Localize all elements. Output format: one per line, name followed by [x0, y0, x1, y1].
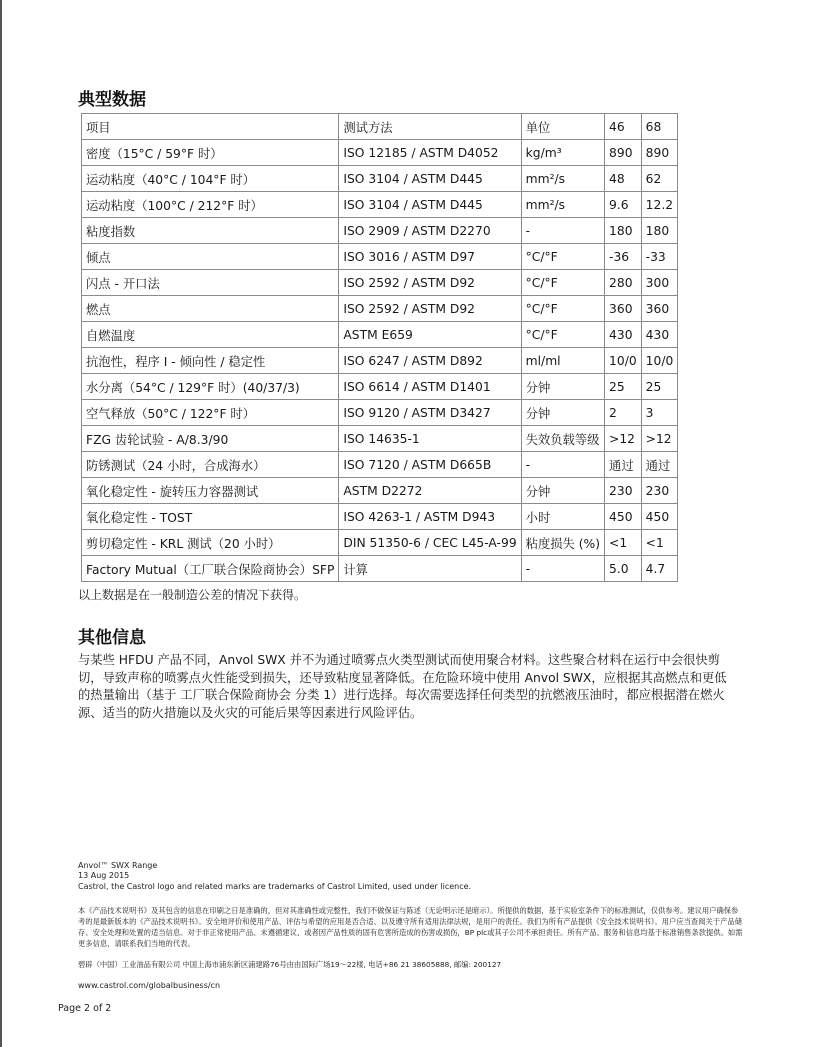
cell-test-method: ISO 6247 / ASTM D892 — [339, 348, 521, 374]
cell-grade-46: -36 — [605, 244, 642, 270]
cell-test-method: ISO 2592 / ASTM D92 — [339, 270, 521, 296]
cell-unit: 分钟 — [521, 400, 604, 426]
table-row — [82, 478, 678, 504]
cell-grade-68: 4.7 — [641, 556, 678, 582]
cell-unit: 分钟 — [521, 374, 604, 400]
cell-grade-46: 180 — [605, 218, 642, 244]
cell-item: 密度（15°C / 59°F 时） — [82, 140, 339, 166]
cell-grade-46: 450 — [605, 504, 642, 530]
typical-data-table — [81, 113, 678, 582]
table-header-row — [82, 114, 678, 140]
cell-unit: 失效负载等级 — [521, 426, 604, 452]
website-url: www.castrol.com/globalbusiness/cn — [78, 981, 221, 990]
cell-test-method: ISO 2909 / ASTM D2270 — [339, 218, 521, 244]
cell-grade-68: 通过 — [641, 452, 678, 478]
table-row — [82, 504, 678, 530]
cell-grade-46: >12 — [605, 426, 642, 452]
table-row — [82, 348, 678, 374]
cell-grade-68: <1 — [641, 530, 678, 556]
cell-grade-46: 25 — [605, 374, 642, 400]
cell-grade-68: 360 — [641, 296, 678, 322]
issue-date: 13 Aug 2015 — [78, 871, 130, 880]
cell-grade-46: 9.6 — [605, 192, 642, 218]
cell-unit: 粘度损失 (%) — [521, 530, 604, 556]
cell-grade-68: 25 — [641, 374, 678, 400]
cell-grade-46: 48 — [605, 166, 642, 192]
table-row — [82, 140, 678, 166]
cell-unit: 小时 — [521, 504, 604, 530]
cell-grade-46: 430 — [605, 322, 642, 348]
cell-grade-68: 300 — [641, 270, 678, 296]
cell-test-method: ISO 3104 / ASTM D445 — [339, 192, 521, 218]
table-row — [82, 218, 678, 244]
cell-grade-68: >12 — [641, 426, 678, 452]
cell-unit: - — [521, 452, 604, 478]
typical-data-heading: 典型数据 — [78, 90, 146, 110]
page-left-border — [0, 0, 2, 1047]
trademark-notice: Castrol, the Castrol logo and related marks are trademarks of Castrol Limited, used under licence. — [78, 882, 472, 891]
cell-item: 运动粘度（40°C / 104°F 时） — [82, 166, 339, 192]
cell-test-method: ISO 3016 / ASTM D97 — [339, 244, 521, 270]
cell-grade-46: 2 — [605, 400, 642, 426]
table-row — [82, 322, 678, 348]
cell-test-method: 测试方法 — [339, 114, 521, 140]
table-row — [82, 192, 678, 218]
cell-unit: ml/ml — [521, 348, 604, 374]
cell-unit: °C/°F — [521, 244, 604, 270]
table-row — [82, 426, 678, 452]
cell-item: FZG 齿轮试验 - A/8.3/90 — [82, 426, 339, 452]
cell-test-method: ISO 9120 / ASTM D3427 — [339, 400, 521, 426]
cell-grade-46: 360 — [605, 296, 642, 322]
cell-grade-68: 890 — [641, 140, 678, 166]
cell-item: 燃点 — [82, 296, 339, 322]
cell-test-method: ASTM E659 — [339, 322, 521, 348]
cell-test-method: ISO 6614 / ASTM D1401 — [339, 374, 521, 400]
cell-unit: 分钟 — [521, 478, 604, 504]
cell-item: 抗泡性，程序 I - 倾向性 / 稳定性 — [82, 348, 339, 374]
cell-item: 运动粘度（100°C / 212°F 时） — [82, 192, 339, 218]
cell-test-method: 计算 — [339, 556, 521, 582]
cell-item: 项目 — [82, 114, 339, 140]
cell-test-method: ISO 14635-1 — [339, 426, 521, 452]
page-number: Page 2 of 2 — [58, 1003, 112, 1014]
cell-grade-46: 46 — [605, 114, 642, 140]
table-row — [82, 296, 678, 322]
cell-grade-68: 230 — [641, 478, 678, 504]
table-row — [82, 374, 678, 400]
cell-test-method: ISO 7120 / ASTM D665B — [339, 452, 521, 478]
cell-grade-68: 12.2 — [641, 192, 678, 218]
cell-unit: °C/°F — [521, 296, 604, 322]
cell-item: 氧化稳定性 - 旋转压力容器测试 — [82, 478, 339, 504]
cell-item: 闪点 - 开口法 — [82, 270, 339, 296]
cell-unit: kg/m³ — [521, 140, 604, 166]
cell-grade-68: 450 — [641, 504, 678, 530]
cell-item: 剪切稳定性 - KRL 测试（20 小时） — [82, 530, 339, 556]
product-range: Anvol™ SWX Range — [78, 861, 158, 870]
cell-item: Factory Mutual（工厂联合保险商协会）SFP — [82, 556, 339, 582]
disclaimer-text: 本《产品技术说明书》及其包含的信息在印刷之日是准确的，但对其准确性或完整性，我们不做保证与陈述（无论明示还是暗示）。所提供的数据，基于实验室条件下的标准测试，仅供参考。建议用户确保参考的是最新版本的《产品技术说明书》。安全地评价和使用产品、评估与希望的应用是否合适、以及遵守所有适用法律法规，是用户的责任。我们为所有产品提供《安全技术说明书》。用户应当查阅关于产品储存、安全处理和处置的适当信息。对于非正常使用产品、未遵循建议、或者因产品性质的固有危害所造成的伤害或损伤，BP plc或其子公司不承担责任。所有产品、服务和信息均基于标准销售条款提供。如需更多信息，请联系我们当地的代表。 — [78, 906, 743, 948]
cell-item: 水分离（54°C / 129°F 时）(40/37/3) — [82, 374, 339, 400]
table-row — [82, 244, 678, 270]
cell-item: 氧化稳定性 - TOST — [82, 504, 339, 530]
cell-test-method: ASTM D2272 — [339, 478, 521, 504]
cell-unit: - — [521, 218, 604, 244]
table-row — [82, 166, 678, 192]
table-row — [82, 270, 678, 296]
cell-grade-46: 280 — [605, 270, 642, 296]
cell-unit: - — [521, 556, 604, 582]
table-row — [82, 400, 678, 426]
cell-test-method: ISO 12185 / ASTM D4052 — [339, 140, 521, 166]
cell-grade-46: <1 — [605, 530, 642, 556]
cell-unit: °C/°F — [521, 270, 604, 296]
table-row — [82, 530, 678, 556]
cell-grade-68: 430 — [641, 322, 678, 348]
table-row — [82, 556, 678, 582]
other-info-heading: 其他信息 — [78, 628, 146, 648]
cell-grade-68: 68 — [641, 114, 678, 140]
cell-test-method: DIN 51350-6 / CEC L45-A-99 — [339, 530, 521, 556]
cell-test-method: ISO 2592 / ASTM D92 — [339, 296, 521, 322]
cell-grade-68: 3 — [641, 400, 678, 426]
cell-grade-46: 5.0 — [605, 556, 642, 582]
company-address: 碧辟（中国）工业油品有限公司 中国上海市浦东新区浦建路76号由由国际广场19～22楼, 电话+86 21 38605888, 邮编: 200127 — [78, 960, 502, 969]
cell-grade-46: 230 — [605, 478, 642, 504]
cell-test-method: ISO 3104 / ASTM D445 — [339, 166, 521, 192]
cell-grade-68: 180 — [641, 218, 678, 244]
cell-grade-68: -33 — [641, 244, 678, 270]
cell-unit: °C/°F — [521, 322, 604, 348]
cell-item: 防锈测试（24 小时，合成海水） — [82, 452, 339, 478]
tolerance-note: 以上数据是在一般制造公差的情况下获得。 — [78, 588, 307, 602]
cell-item: 自燃温度 — [82, 322, 339, 348]
cell-grade-46: 10/0 — [605, 348, 642, 374]
cell-grade-68: 62 — [641, 166, 678, 192]
cell-unit: mm²/s — [521, 166, 604, 192]
table-row — [82, 452, 678, 478]
cell-unit: 单位 — [521, 114, 604, 140]
cell-item: 倾点 — [82, 244, 339, 270]
cell-test-method: ISO 4263-1 / ASTM D943 — [339, 504, 521, 530]
cell-grade-46: 890 — [605, 140, 642, 166]
cell-unit: mm²/s — [521, 192, 604, 218]
cell-grade-68: 10/0 — [641, 348, 678, 374]
cell-item: 空气释放（50°C / 122°F 时） — [82, 400, 339, 426]
other-info-paragraph: 与某些 HFDU 产品不同，Anvol SWX 并不为通过喷雾点火类型测试而使用聚合材料。这些聚合材料在运行中会很快剪切，导致声称的喷雾点火性能受到损失，还导致粘度显著降低。在危险环境中使用 Anvol SWX，应根据其高燃点和更低的热量输出（基于 工厂联合保险商协会 分类 1）进行选择。每次需要选择任何类型的抗燃液压油时，都应根据潜在燃火源、适当的防火措施以及火灾的可能后果等因素进行风险评估。 — [78, 653, 727, 720]
cell-item: 粘度指数 — [82, 218, 339, 244]
cell-grade-46: 通过 — [605, 452, 642, 478]
